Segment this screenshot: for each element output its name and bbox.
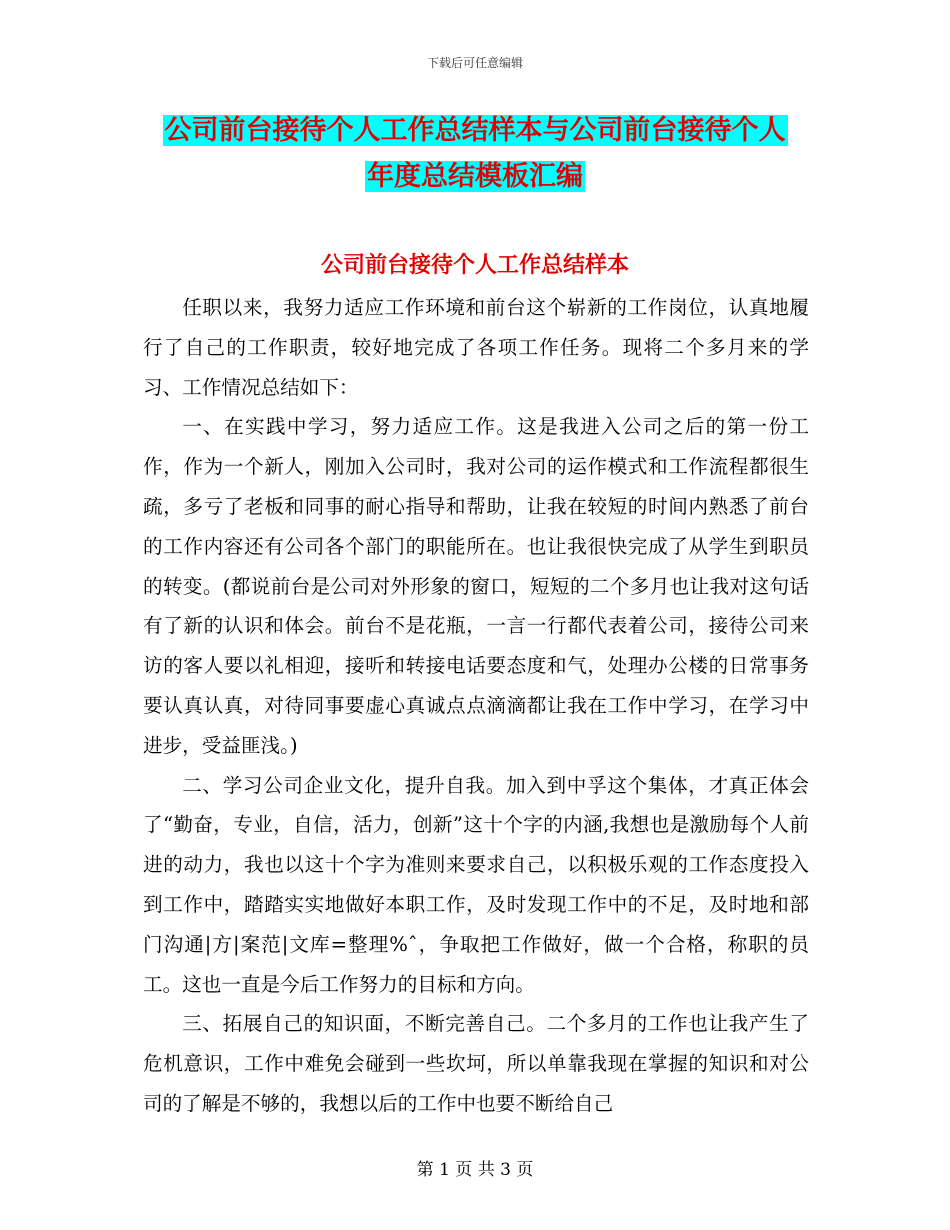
- body-text: [143, 288, 809, 1124]
- document-title: [140, 108, 810, 200]
- paragraph: 三、拓展自己的知识面，不断完善自己。二个多月的工作也让我产生了危机意识，工作中难免会碰到一些坎坷，所以单靠我现在掌握的知识和对公司的了解是不够的，我想以后的工作中也要不断给自己: [143, 1012, 809, 1115]
- document-title-line2: 年度总结模板汇编: [367, 161, 583, 192]
- header-note: 下载后可任意编辑: [426, 56, 523, 70]
- document-title-line1: 公司前台接待个人工作总结样本与公司前台接待个人: [164, 115, 786, 146]
- page-footer: 第 1 页 共 3 页: [416, 1160, 534, 1180]
- paragraph: 任职以来，我努力适应工作环境和前台这个崭新的工作岗位，认真地履行了自己的工作职责，较好地完成了各项工作任务。现将二个多月来的学习、工作情况总结如下：: [143, 296, 809, 399]
- paragraph: 一、在实践中学习，努力适应工作。这是我进入公司之后的第一份工作，作为一个新人，刚加入公司时，我对公司的运作模式和工作流程都很生疏，多亏了老板和同事的耐心指导和帮助，让我在较短的时间内熟悉了前台的工作内容还有公司各个部门的职能所在。也让我很快完成了从学生到职员的转变。(都说前台是公司对外形象的窗口，短短的二个多月也让我对这句话有了新的认识和体会。前台不是花瓶，一言一行都代表着公司，接待公司来访的客人要以礼相迎，接听和转接电话要态度和气，处理办公楼的日常事务要认真认真，对待同事要虚心真诚点点滴滴都让我在工作中学习，在学习中进步，受益匪浅。): [143, 415, 809, 757]
- paragraph: 二、学习公司企业文化，提升自我。加入到中孚这个集体，才真正体会了“勤奋，专业，自信，活力，创新”这十个字的内涵,我想也是激励每个人前进的动力，我也以这十个字为准则来要求自己，以积极乐观的工作态度投入到工作中，踏踏实实地做好本职工作，及时发现工作中的不足，及时地和部门沟通|方|案范|文库=整理%ˆ，争取把工作做好，做一个合格，称职的员工。这也一直是今后工作努力的目标和方向。: [143, 773, 809, 996]
- section-title: 公司前台接待个人工作总结样本: [320, 252, 629, 278]
